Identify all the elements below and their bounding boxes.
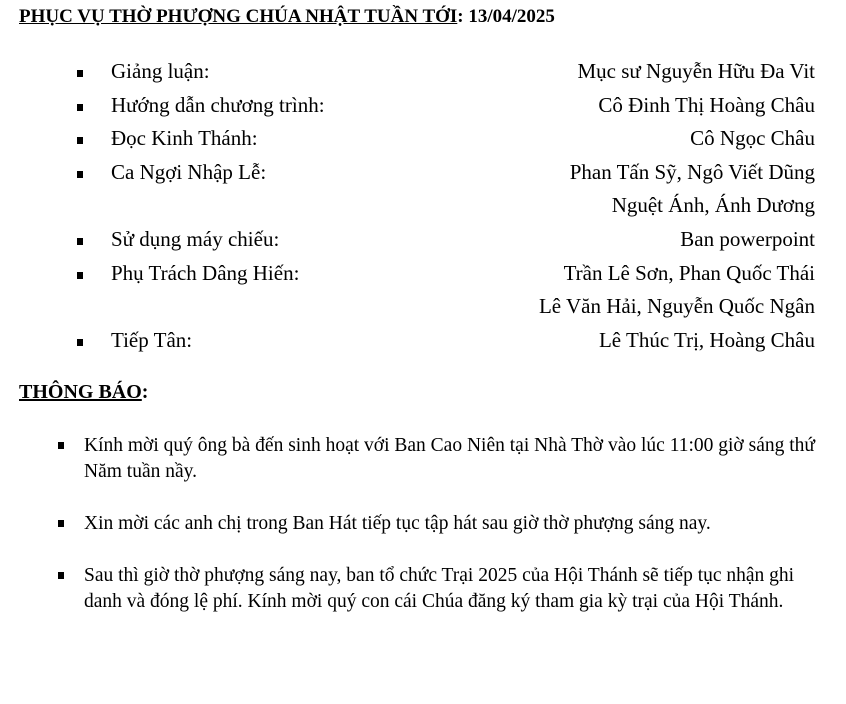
bullet-square-icon xyxy=(77,70,83,77)
notice-text: Sau thì giờ thờ phượng sáng nay, ban tổ chức Trại 2025 của Hội Thánh sẽ tiếp tục nhận ghi danh và đóng lệ phí. Kính mời quý con cái Chúa đăng ký tham gia kỳ trại của Hội Thánh. xyxy=(84,565,795,612)
service-value: Trần Lê Sơn, Phan Quốc Thái xyxy=(563,260,815,285)
notices-heading-colon: : xyxy=(141,381,149,403)
bullet-square-icon xyxy=(77,104,83,111)
notices-heading-title: THÔNG BÁO xyxy=(19,381,142,403)
service-date: 13/04/2025 xyxy=(463,6,555,27)
notice-text: Xin mời các anh chị trong Ban Hát tiếp tục tập hát sau giờ thờ phượng sáng nay. xyxy=(84,513,711,534)
service-row-scripture-reading xyxy=(0,124,846,158)
service-assignment-list xyxy=(0,57,846,359)
bullet-square-icon xyxy=(58,520,64,527)
service-row-projector xyxy=(0,225,846,259)
service-row-worship-singing xyxy=(0,158,846,192)
service-value: Lê Thúc Trị, Hoàng Châu xyxy=(598,327,815,352)
service-heading-colon: : xyxy=(457,6,464,27)
bullet-square-icon xyxy=(77,272,83,279)
notices-list xyxy=(0,433,846,641)
service-label: Hướng dẫn chương trình: xyxy=(111,92,325,117)
service-row-program-leader xyxy=(0,91,846,125)
bullet-square-icon xyxy=(77,137,83,144)
service-value: Cô Ngọc Châu xyxy=(690,126,815,151)
bullet-square-icon xyxy=(58,442,64,449)
bullet-square-icon xyxy=(58,572,64,579)
service-row-offering xyxy=(0,259,846,293)
service-row-ushers xyxy=(0,326,846,360)
service-value: Ban powerpoint xyxy=(680,226,815,251)
bullet-square-icon xyxy=(77,339,83,346)
service-label: Tiếp Tân: xyxy=(111,327,193,352)
service-label: Phụ Trách Dâng Hiến: xyxy=(111,260,300,285)
service-value: Nguệt Ánh, Ánh Dương xyxy=(611,193,815,218)
service-heading-title: PHỤC VỤ THỜ PHƯỢNG CHÚA NHẬT TUẦN TỚI xyxy=(19,6,458,27)
service-value: Cô Đinh Thị Hoàng Châu xyxy=(598,92,815,117)
service-row-worship-singing-cont xyxy=(0,191,846,225)
notice-item xyxy=(0,433,846,485)
service-heading xyxy=(19,6,555,28)
notices-heading xyxy=(19,381,148,404)
service-row-offering-cont xyxy=(0,292,846,326)
service-label: Ca Ngợi Nhập Lễ: xyxy=(111,159,267,184)
notice-item xyxy=(0,511,846,537)
service-value: Lê Văn Hải, Nguyễn Quốc Ngân xyxy=(538,294,815,319)
service-row-preaching xyxy=(0,57,846,91)
service-label: Giảng luận: xyxy=(111,59,210,83)
service-label: Đọc Kinh Thánh: xyxy=(111,126,258,151)
notice-text: Kính mời quý ông bà đến sinh hoạt với Ban Cao Niên tại Nhà Thờ vào lúc 11:00 giờ sáng thứ Năm tuần nầy. xyxy=(84,435,815,482)
service-label: Sử dụng máy chiếu: xyxy=(111,226,280,251)
service-value: Mục sư Nguyễn Hữu Đa Vit xyxy=(577,59,815,83)
service-value: Phan Tấn Sỹ, Ngô Viết Dũng xyxy=(569,159,815,184)
bullet-square-icon xyxy=(77,171,83,178)
bullet-square-icon xyxy=(77,238,83,245)
notice-item xyxy=(0,563,846,615)
